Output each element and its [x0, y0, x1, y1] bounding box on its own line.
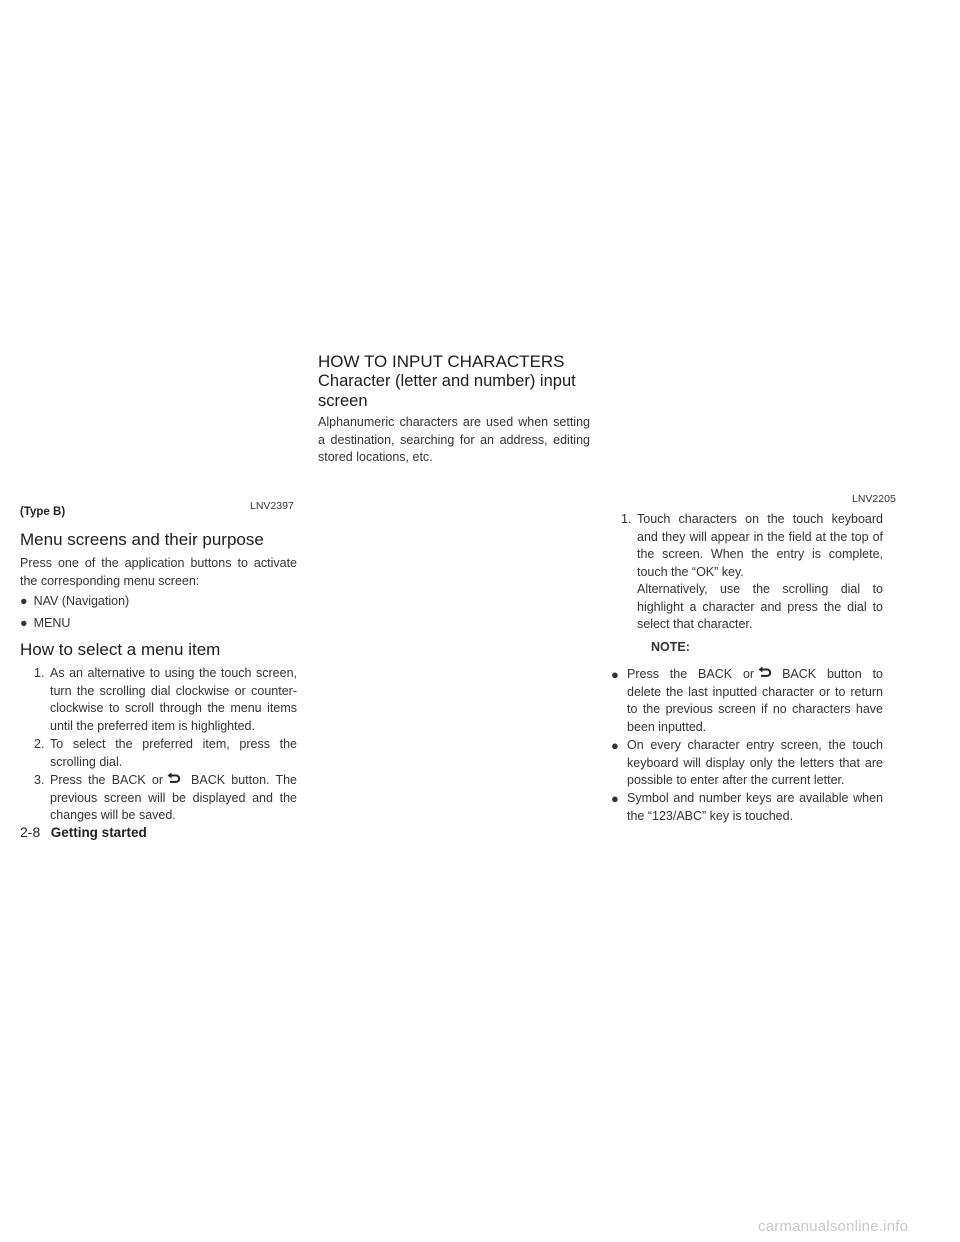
menu-bullet-text: MENU	[33, 616, 71, 630]
step-number: 1.	[621, 512, 632, 526]
menu-bullet-menu	[20, 615, 297, 633]
step-text: Touch characters on the touch keyboard and they will appear in the field at the top of the screen. When the entry is complete, touch the “OK” key.	[637, 512, 883, 579]
step-number: 3.	[34, 773, 45, 787]
note-text: On every character entry screen, the touch keyboard will display only the letters that are possible to enter after the current letter.	[627, 738, 883, 787]
note-bullet-back	[611, 666, 883, 736]
watermark-text: carmanualsonline.info	[758, 1218, 909, 1235]
note-text-before: Press the BACK or	[627, 667, 755, 681]
menu-screens-heading: Menu screens and their purpose	[20, 530, 264, 549]
input-step-1-alternative: Alternatively, use the scrolling dial to highlight a character and press the dial to select that character.	[637, 582, 883, 631]
input-step-1	[621, 511, 883, 581]
note-text-after: BACK button to delete the last inputted character or to return to the previous screen if no characters have been inputted.	[627, 667, 883, 734]
step-number: 2.	[34, 737, 45, 751]
figure-caption-type-b: (Type B)	[20, 506, 66, 518]
select-step-3	[34, 772, 297, 825]
bullet-dot: ●	[20, 616, 28, 630]
bullet-dot: ●	[20, 594, 28, 608]
back-arrow-icon	[167, 772, 181, 785]
bullet-dot: ●	[611, 738, 619, 753]
step-text	[34, 772, 297, 825]
step-text-after: BACK button. The previous screen will be displayed and the changes will be saved.	[50, 773, 297, 822]
note-bullet-keyboard	[611, 737, 883, 790]
character-input-heading: Character (letter and number) input screen	[318, 372, 576, 410]
menu-bullet-nav	[20, 593, 297, 611]
step-text: As an alternative to using the touch screen, turn the scrolling dial clockwise or counter-clockwise to scroll through the menu items until the preferred item is highlighted.	[50, 666, 297, 733]
select-step-2	[34, 736, 297, 771]
note-label: NOTE:	[651, 640, 690, 654]
step-text-before: Press the BACK or	[50, 773, 164, 787]
step-number: 1.	[34, 666, 45, 680]
step-text: To select the preferred item, press the scrolling dial.	[50, 737, 297, 769]
chapter-title: Getting started	[50, 825, 147, 840]
select-step-1	[34, 665, 297, 735]
page-number: 2-8	[20, 824, 41, 840]
note-bullet-symbols	[611, 790, 883, 825]
section-title: HOW TO INPUT CHARACTERS	[318, 352, 565, 371]
select-menu-item-heading: How to select a menu item	[20, 640, 221, 659]
page-footer	[20, 824, 147, 842]
menu-intro-text: Press one of the application buttons to activate the corresponding menu screen:	[20, 556, 297, 588]
figure-code-left: LNV2397	[250, 500, 294, 512]
note-text	[611, 666, 883, 736]
figure-code-right: LNV2205	[852, 493, 896, 505]
bullet-dot: ●	[611, 791, 619, 806]
character-input-intro: Alphanumeric characters are used when setting a destination, searching for an address, editing stored locations, etc.	[318, 415, 590, 464]
menu-bullet-text: NAV (Navigation)	[33, 594, 130, 608]
back-arrow-icon	[758, 666, 772, 679]
bullet-dot: ●	[611, 667, 619, 682]
note-text: Symbol and number keys are available when the “123/ABC” key is touched.	[627, 791, 883, 823]
